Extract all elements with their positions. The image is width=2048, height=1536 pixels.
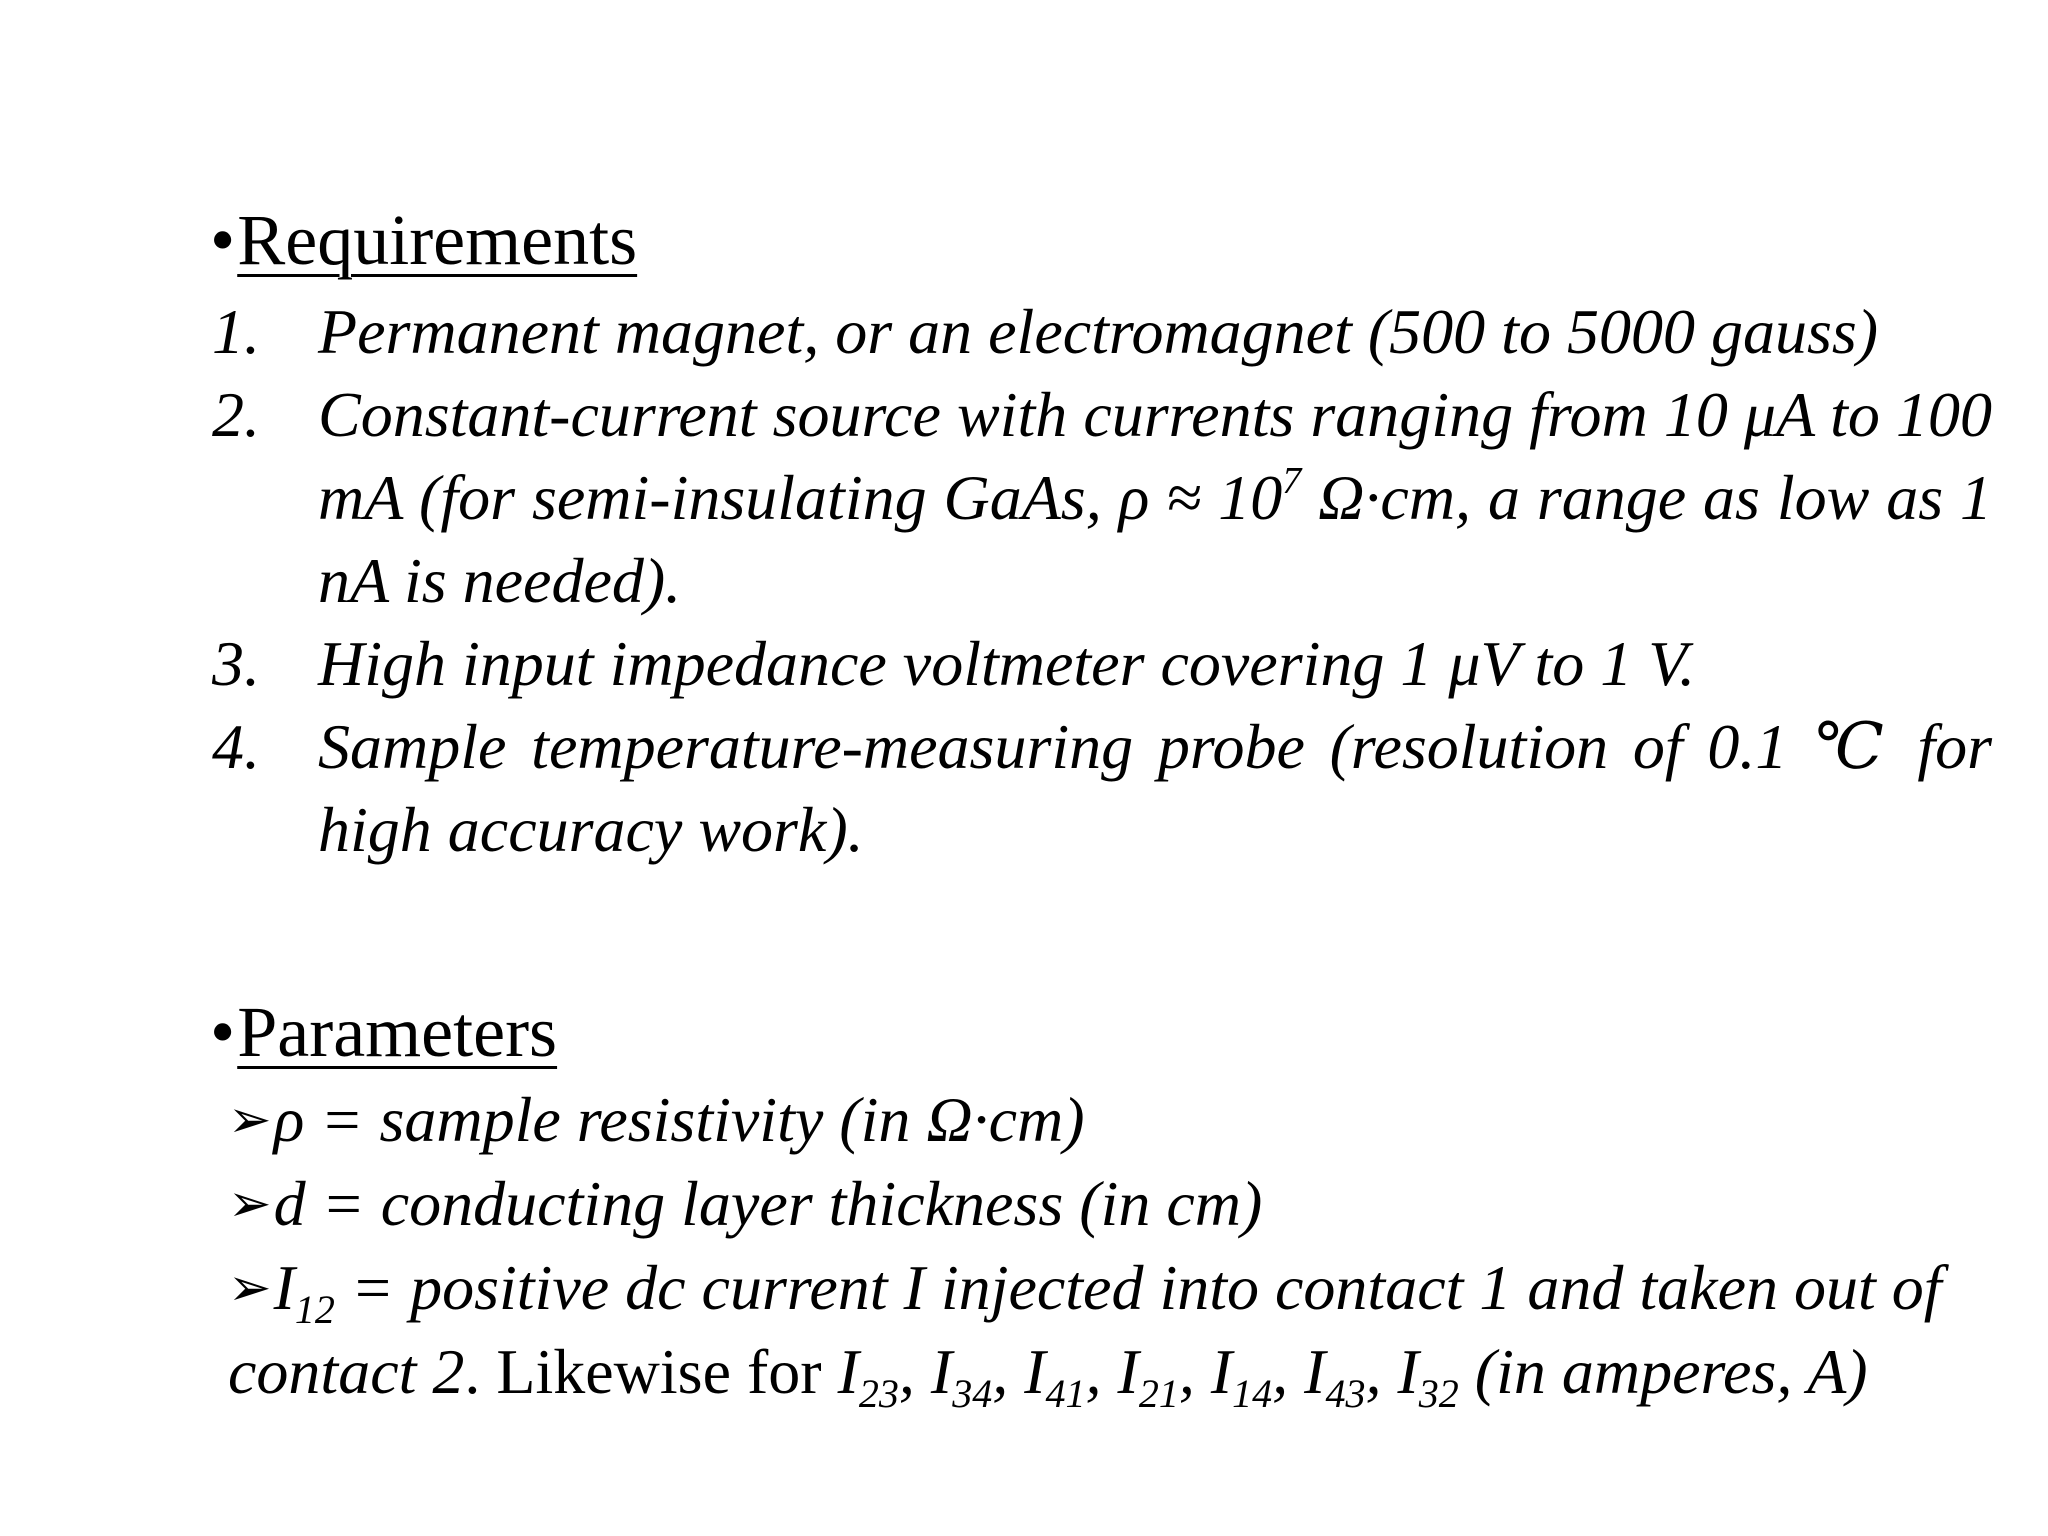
requirement-item-2 bbox=[212, 373, 1992, 622]
parameter-text: d = conducting layer thickness (in cm) bbox=[273, 1168, 1263, 1239]
requirement-number: 4. bbox=[212, 711, 260, 782]
requirements-heading bbox=[210, 198, 637, 282]
requirement-text: Sample temperature-measuring probe (resolution of 0.1 ℃ for high accuracy work). bbox=[318, 711, 1992, 865]
current-separator: , bbox=[1085, 1336, 1118, 1407]
current-subscript: 23 bbox=[858, 1371, 899, 1416]
current-symbol: I bbox=[1117, 1336, 1139, 1407]
requirement-text: Permanent magnet, or an electromagnet (500 to 5000 gauss) bbox=[318, 296, 1879, 367]
requirement-number: 1. bbox=[212, 296, 260, 367]
parameter-text: = positive dc current I injected into contact 1 and taken out of contact 2 bbox=[228, 1252, 1942, 1407]
current-separator bbox=[1459, 1336, 1475, 1407]
bullet-icon: • bbox=[210, 200, 236, 280]
exponent: 7 bbox=[1282, 460, 1302, 502]
requirement-item-4 bbox=[212, 705, 1992, 871]
requirements-list bbox=[212, 290, 1992, 871]
current-symbol: I bbox=[1304, 1336, 1326, 1407]
current-list bbox=[837, 1336, 1475, 1416]
current-subscript: 14 bbox=[1232, 1371, 1273, 1416]
current-subscript: 12 bbox=[294, 1287, 335, 1332]
parameter-text: ρ = sample resistivity (in Ω·cm) bbox=[273, 1084, 1085, 1155]
requirement-text-part: Ω·cm, a range as low as 1 nA is needed). bbox=[318, 462, 1993, 616]
requirement-text-part: Constant-current source with currents ranging from 10 μA to 100 mA (for semi-insulating GaAs, ρ ≈ 10 bbox=[318, 379, 1992, 533]
parameter-item-current bbox=[228, 1246, 1988, 1416]
current-symbol: I bbox=[930, 1336, 953, 1407]
current-subscript: 32 bbox=[1418, 1371, 1459, 1416]
requirement-number: 2. bbox=[212, 379, 260, 450]
current-separator: , bbox=[1365, 1336, 1398, 1407]
parameters-heading bbox=[210, 990, 557, 1074]
current-subscript: 41 bbox=[1045, 1371, 1086, 1416]
requirement-item-1 bbox=[212, 290, 1992, 373]
requirement-number: 3. bbox=[212, 628, 260, 699]
parameter-item-rho bbox=[228, 1078, 1988, 1162]
arrow-bullet-icon: ➢ bbox=[228, 1092, 272, 1149]
bullet-icon: • bbox=[210, 992, 236, 1072]
current-subscript: 21 bbox=[1138, 1371, 1179, 1416]
current-symbol: I bbox=[1024, 1336, 1046, 1407]
arrow-bullet-icon: ➢ bbox=[228, 1176, 272, 1233]
current-separator: , bbox=[1272, 1336, 1305, 1407]
current-subscript: 43 bbox=[1325, 1371, 1366, 1416]
parameters-list bbox=[228, 1078, 1988, 1416]
arrow-bullet-icon: ➢ bbox=[228, 1260, 272, 1317]
current-separator: , bbox=[898, 1336, 931, 1407]
current-separator: , bbox=[992, 1336, 1025, 1407]
current-symbol: I bbox=[1210, 1336, 1233, 1407]
requirements-heading-text: Requirements bbox=[237, 200, 638, 280]
requirement-text bbox=[318, 379, 1992, 616]
parameter-item-d bbox=[228, 1162, 1988, 1246]
current-separator: , bbox=[1178, 1336, 1211, 1407]
current-symbol: I bbox=[837, 1336, 859, 1407]
current-subscript: 34 bbox=[952, 1371, 993, 1416]
parameter-text: (in amperes, A) bbox=[1474, 1336, 1868, 1407]
parameters-heading-text: Parameters bbox=[237, 992, 558, 1072]
parameter-text-upright: . Likewise for bbox=[464, 1336, 838, 1407]
current-symbol: I bbox=[273, 1252, 295, 1323]
current-symbol: I bbox=[1397, 1336, 1419, 1407]
requirement-item-3 bbox=[212, 622, 1992, 705]
requirement-text: High input impedance voltmeter covering 1 μV to 1 V. bbox=[318, 628, 1696, 699]
